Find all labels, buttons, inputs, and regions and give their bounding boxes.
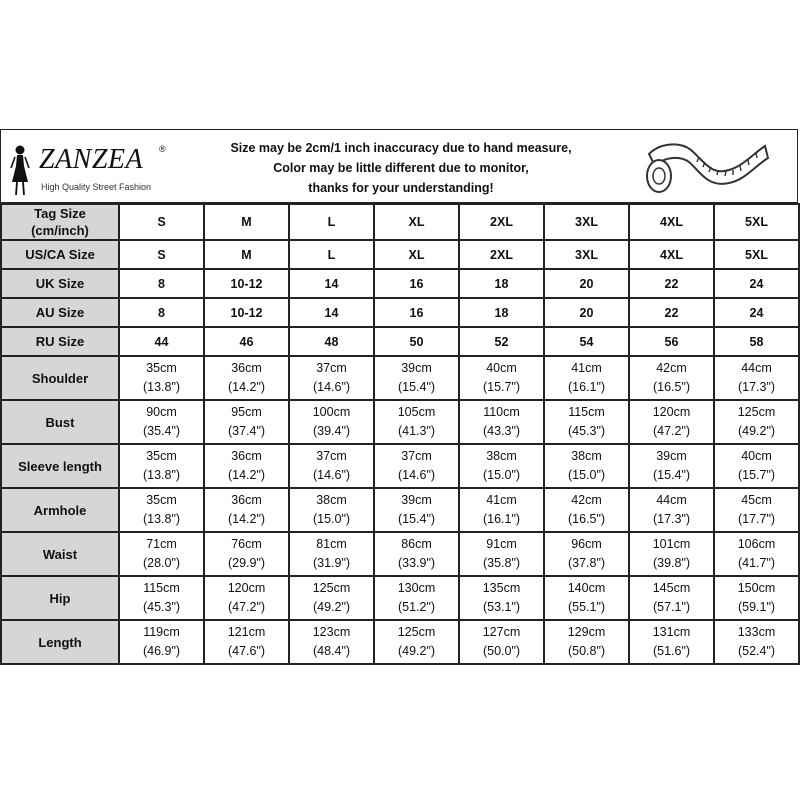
row-label-sleeve-length: Sleeve length	[1, 444, 119, 488]
cm-value: 115cm	[568, 405, 605, 419]
inch-value: (43.3")	[482, 424, 521, 438]
measurement-cell	[459, 444, 544, 488]
inch-value: (14.2")	[227, 468, 266, 482]
inch-value: (59.1")	[737, 600, 776, 614]
measurement-cell	[119, 576, 204, 620]
row-label-hip: Hip	[1, 576, 119, 620]
inch-value: (37.4")	[227, 424, 266, 438]
size-value-cell: 2XL	[459, 240, 544, 269]
brand-tagline: High Quality Street Fashion	[41, 182, 152, 192]
inch-value: (50.8")	[567, 644, 606, 658]
row-label-ru-size: RU Size	[1, 327, 119, 356]
inch-value: (15.4")	[397, 380, 436, 394]
size-value-cell: 18	[459, 269, 544, 298]
inch-value: (15.0")	[482, 468, 521, 482]
measurement-cell	[459, 356, 544, 400]
cm-value: 133cm	[737, 625, 776, 639]
size-value-cell: 5XL	[714, 240, 799, 269]
shoulder-row	[1, 356, 799, 400]
inch-value: (31.9")	[312, 556, 351, 570]
cm-value: 90cm	[146, 405, 177, 419]
measurement-cell	[629, 532, 714, 576]
cm-value: 106cm	[737, 537, 776, 551]
cm-value: 37cm	[401, 449, 432, 463]
brand-name: ZANZEA	[39, 144, 144, 175]
size-header-cell: M	[204, 204, 289, 240]
size-value-cell: M	[204, 240, 289, 269]
measurement-cell	[459, 400, 544, 444]
cm-value: 37cm	[316, 361, 347, 375]
measurement-cell	[119, 488, 204, 532]
measurement-cell	[119, 532, 204, 576]
measurement-notice	[201, 138, 601, 198]
size-header-cell: L	[289, 204, 374, 240]
inch-value: (46.9")	[142, 644, 181, 658]
measurement-cell	[714, 576, 799, 620]
inch-value: (16.1")	[482, 512, 521, 526]
inch-value: (14.6")	[312, 468, 351, 482]
measurement-cell	[374, 444, 459, 488]
measurement-cell	[459, 488, 544, 532]
cm-value: 91cm	[486, 537, 517, 551]
tag-size-unit: (cm/inch)	[31, 223, 89, 238]
size-header-cell: 4XL	[629, 204, 714, 240]
size-value-cell: L	[289, 240, 374, 269]
uk-size-row	[1, 269, 799, 298]
inch-value: (15.0")	[312, 512, 351, 526]
size-header-cell: 5XL	[714, 204, 799, 240]
inch-value: (13.8")	[142, 380, 181, 394]
size-chart	[0, 129, 800, 670]
inch-value: (57.1")	[652, 600, 691, 614]
inch-value: (39.8")	[652, 556, 691, 570]
cm-value: 81cm	[316, 537, 347, 551]
inch-value: (15.7")	[482, 380, 521, 394]
inch-value: (51.2")	[397, 600, 436, 614]
measurement-cell	[544, 356, 629, 400]
cm-value: 135cm	[482, 581, 521, 595]
cm-value: 45cm	[741, 493, 772, 507]
measurement-cell	[119, 444, 204, 488]
cm-value: 76cm	[231, 537, 262, 551]
size-value-cell: 20	[544, 269, 629, 298]
cm-value: 120cm	[227, 581, 266, 595]
bust-row	[1, 400, 799, 444]
row-label-uk-size: UK Size	[1, 269, 119, 298]
inch-value: (15.4")	[652, 468, 691, 482]
ru-size-row	[1, 327, 799, 356]
cm-value: 42cm	[571, 493, 602, 507]
size-value-cell: 14	[289, 269, 374, 298]
inch-value: (49.2")	[312, 600, 351, 614]
size-value-cell: 50	[374, 327, 459, 356]
size-value-cell: 56	[629, 327, 714, 356]
waist-row	[1, 532, 799, 576]
cm-value: 44cm	[741, 361, 772, 375]
cm-value: 38cm	[571, 449, 602, 463]
inch-value: (15.4")	[397, 512, 436, 526]
measurement-cell	[714, 488, 799, 532]
cm-value: 105cm	[397, 405, 436, 419]
inch-value: (55.1")	[567, 600, 606, 614]
inch-value: (50.0")	[482, 644, 521, 658]
brand-logo	[9, 136, 169, 196]
measurement-cell	[629, 576, 714, 620]
cm-value: 125cm	[737, 405, 776, 419]
size-value-cell: 14	[289, 298, 374, 327]
measurement-cell	[204, 620, 289, 664]
inch-value: (47.2")	[652, 424, 691, 438]
measurement-cell	[714, 356, 799, 400]
cm-value: 119cm	[143, 625, 180, 639]
chart-header	[0, 129, 798, 203]
row-label-us-ca-size: US/CA Size	[1, 240, 119, 269]
armhole-row	[1, 488, 799, 532]
cm-value: 39cm	[401, 361, 432, 375]
inch-value: (45.3")	[567, 424, 606, 438]
cm-value: 42cm	[656, 361, 687, 375]
inch-value: (15.0")	[567, 468, 606, 482]
row-label-waist: Waist	[1, 532, 119, 576]
row-label-tag-size	[1, 204, 119, 240]
inch-value: (45.3")	[142, 600, 181, 614]
row-label-armhole: Armhole	[1, 488, 119, 532]
measurement-cell	[629, 488, 714, 532]
sleeve-length-row	[1, 444, 799, 488]
measurement-cell	[204, 356, 289, 400]
measurement-cell	[204, 488, 289, 532]
measurement-cell	[289, 576, 374, 620]
measurement-cell	[289, 356, 374, 400]
inch-value: (16.5")	[567, 512, 606, 526]
cm-value: 40cm	[486, 361, 517, 375]
au-size-row	[1, 298, 799, 327]
inch-value: (49.2")	[737, 424, 776, 438]
cm-value: 125cm	[312, 581, 351, 595]
measurement-cell	[629, 620, 714, 664]
measurement-cell	[204, 532, 289, 576]
inch-value: (39.4")	[312, 424, 351, 438]
measurement-cell	[204, 576, 289, 620]
length-row	[1, 620, 799, 664]
measuring-tape-icon	[641, 136, 771, 198]
size-value-cell: 52	[459, 327, 544, 356]
size-value-cell: 46	[204, 327, 289, 356]
inch-value: (49.2")	[397, 644, 436, 658]
measurement-cell	[629, 356, 714, 400]
inch-value: (37.8")	[567, 556, 606, 570]
inch-value: (47.2")	[227, 600, 266, 614]
measurement-cell	[289, 620, 374, 664]
size-value-cell: 22	[629, 298, 714, 327]
measurement-cell	[714, 620, 799, 664]
size-value-cell: 22	[629, 269, 714, 298]
tag-size-row	[1, 204, 799, 240]
measurement-cell	[544, 488, 629, 532]
size-header-cell: 3XL	[544, 204, 629, 240]
size-value-cell: 8	[119, 269, 204, 298]
size-value-cell: 16	[374, 298, 459, 327]
measurement-cell	[119, 400, 204, 444]
measurement-cell	[459, 620, 544, 664]
measurement-cell	[374, 532, 459, 576]
registered-mark: ®	[159, 144, 166, 154]
cm-value: 37cm	[316, 449, 347, 463]
cm-value: 36cm	[231, 493, 262, 507]
inch-value: (41.7")	[737, 556, 776, 570]
cm-value: 38cm	[316, 493, 347, 507]
cm-value: 39cm	[656, 449, 687, 463]
cm-value: 39cm	[401, 493, 432, 507]
inch-value: (41.3")	[397, 424, 436, 438]
size-value-cell: 20	[544, 298, 629, 327]
measurement-cell	[629, 444, 714, 488]
size-value-cell: 24	[714, 298, 799, 327]
cm-value: 127cm	[482, 625, 521, 639]
size-value-cell: 10-12	[204, 269, 289, 298]
cm-value: 101cm	[652, 537, 691, 551]
inch-value: (13.8")	[142, 512, 181, 526]
cm-value: 130cm	[397, 581, 436, 595]
measurement-cell	[289, 444, 374, 488]
cm-value: 95cm	[231, 405, 262, 419]
measurement-cell	[374, 400, 459, 444]
cm-value: 140cm	[567, 581, 606, 595]
size-value-cell: 10-12	[204, 298, 289, 327]
size-value-cell: S	[119, 240, 204, 269]
inch-value: (29.9")	[227, 556, 266, 570]
size-value-cell: 8	[119, 298, 204, 327]
size-value-cell: 44	[119, 327, 204, 356]
measurement-cell	[544, 444, 629, 488]
cm-value: 36cm	[231, 361, 262, 375]
measurement-cell	[544, 576, 629, 620]
measurement-cell	[204, 400, 289, 444]
cm-value: 38cm	[486, 449, 517, 463]
cm-value: 35cm	[146, 361, 177, 375]
cm-value: 44cm	[656, 493, 687, 507]
hip-row	[1, 576, 799, 620]
cm-value: 125cm	[397, 625, 436, 639]
measurement-cell	[289, 400, 374, 444]
cm-value: 100cm	[312, 405, 351, 419]
inch-value: (52.4")	[737, 644, 776, 658]
measurement-cell	[714, 532, 799, 576]
inch-value: (53.1")	[482, 600, 521, 614]
measurement-cell	[289, 488, 374, 532]
inch-value: (51.6")	[652, 644, 691, 658]
inch-value: (13.8")	[142, 468, 181, 482]
size-header-cell: 2XL	[459, 204, 544, 240]
cm-value: 86cm	[401, 537, 432, 551]
notice-line-2: Color may be little different due to monitor,	[273, 161, 529, 175]
size-value-cell: 58	[714, 327, 799, 356]
size-value-cell: 16	[374, 269, 459, 298]
row-label-bust: Bust	[1, 400, 119, 444]
cm-value: 129cm	[567, 625, 606, 639]
size-value-cell: XL	[374, 240, 459, 269]
row-label-shoulder: Shoulder	[1, 356, 119, 400]
inch-value: (17.3")	[652, 512, 691, 526]
measurement-cell	[374, 620, 459, 664]
size-table	[0, 203, 800, 665]
measurement-cell	[119, 620, 204, 664]
cm-value: 131cm	[652, 625, 691, 639]
woman-silhouette-icon	[9, 144, 31, 196]
notice-line-3: thanks for your understanding!	[308, 181, 494, 195]
inch-value: (28.0")	[142, 556, 181, 570]
notice-line-1: Size may be 2cm/1 inch inaccuracy due to hand measure,	[230, 141, 572, 155]
inch-value: (14.6")	[397, 468, 436, 482]
cm-value: 110cm	[483, 405, 520, 419]
inch-value: (14.2")	[227, 380, 266, 394]
us-ca-size-row	[1, 240, 799, 269]
size-value-cell: 24	[714, 269, 799, 298]
cm-value: 145cm	[652, 581, 691, 595]
measurement-cell	[459, 532, 544, 576]
measurement-cell	[544, 620, 629, 664]
cm-value: 35cm	[146, 493, 177, 507]
measurement-cell	[374, 488, 459, 532]
measurement-cell	[289, 532, 374, 576]
cm-value: 121cm	[227, 625, 266, 639]
measurement-cell	[544, 400, 629, 444]
cm-value: 41cm	[486, 493, 517, 507]
inch-value: (17.3")	[737, 380, 776, 394]
cm-value: 41cm	[571, 361, 602, 375]
inch-value: (16.1")	[567, 380, 606, 394]
size-value-cell: 4XL	[629, 240, 714, 269]
inch-value: (17.7")	[737, 512, 776, 526]
measurement-cell	[544, 532, 629, 576]
cm-value: 123cm	[312, 625, 351, 639]
measurement-cell	[714, 444, 799, 488]
size-header-cell: XL	[374, 204, 459, 240]
cm-value: 71cm	[146, 537, 177, 551]
row-label-length: Length	[1, 620, 119, 664]
size-header-cell: S	[119, 204, 204, 240]
cm-value: 96cm	[571, 537, 602, 551]
row-label-au-size: AU Size	[1, 298, 119, 327]
measurement-cell	[629, 400, 714, 444]
tag-size-label: Tag Size	[34, 206, 86, 221]
inch-value: (15.7")	[737, 468, 776, 482]
inch-value: (35.8")	[482, 556, 521, 570]
inch-value: (33.9")	[397, 556, 436, 570]
cm-value: 115cm	[143, 581, 180, 595]
measurement-cell	[374, 576, 459, 620]
measurement-cell	[459, 576, 544, 620]
measurement-cell	[204, 444, 289, 488]
cm-value: 36cm	[231, 449, 262, 463]
inch-value: (14.2")	[227, 512, 266, 526]
size-value-cell: 54	[544, 327, 629, 356]
inch-value: (14.6")	[312, 380, 351, 394]
inch-value: (35.4")	[142, 424, 181, 438]
measurement-cell	[714, 400, 799, 444]
inch-value: (47.6")	[227, 644, 266, 658]
cm-value: 120cm	[652, 405, 691, 419]
measurement-cell	[374, 356, 459, 400]
cm-value: 35cm	[146, 449, 177, 463]
inch-value: (48.4")	[312, 644, 351, 658]
measurement-cell	[119, 356, 204, 400]
inch-value: (16.5")	[652, 380, 691, 394]
size-value-cell: 48	[289, 327, 374, 356]
cm-value: 40cm	[741, 449, 772, 463]
size-value-cell: 3XL	[544, 240, 629, 269]
cm-value: 150cm	[737, 581, 776, 595]
size-value-cell: 18	[459, 298, 544, 327]
